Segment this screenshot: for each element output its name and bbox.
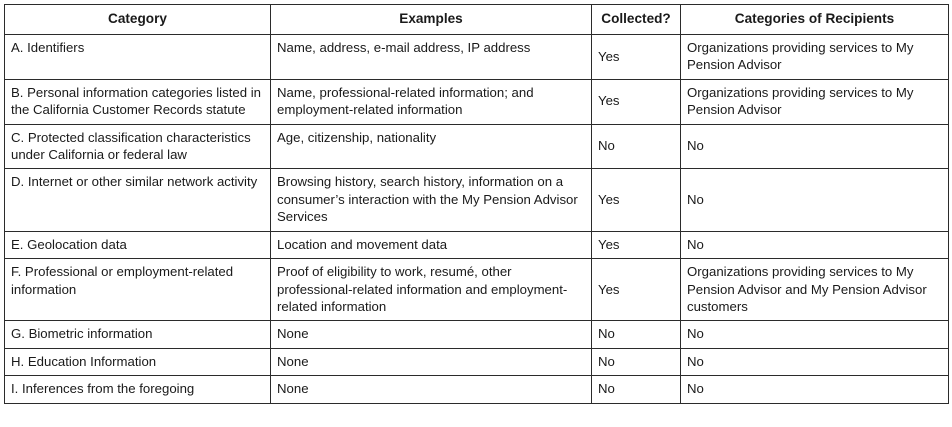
cell-collected: Yes	[592, 259, 681, 321]
column-header-examples: Examples	[271, 5, 592, 35]
cell-collected: Yes	[592, 169, 681, 231]
cell-collected: No	[592, 124, 681, 169]
table-row	[5, 348, 949, 375]
cell-recipients: No	[681, 169, 949, 231]
table-row	[5, 321, 949, 348]
table-body	[5, 34, 949, 403]
cell-recipients: No	[681, 348, 949, 375]
cell-recipients: No	[681, 321, 949, 348]
cell-examples: Browsing history, search history, information on a consumer’s interaction with the My Pension Advisor Services	[271, 169, 592, 231]
cell-examples: Name, professional-related information; and employment-related information	[271, 79, 592, 124]
cell-examples: Proof of eligibility to work, resumé, other professional-related information and employment-related information	[271, 259, 592, 321]
cell-category: A. Identifiers	[5, 34, 271, 79]
table-header	[5, 5, 949, 35]
cell-category: H. Education Information	[5, 348, 271, 375]
table-row	[5, 79, 949, 124]
cell-category: B. Personal information categories listed in the California Customer Records statute	[5, 79, 271, 124]
column-header-category: Category	[5, 5, 271, 35]
cell-category: G. Biometric information	[5, 321, 271, 348]
cell-examples: Age, citizenship, nationality	[271, 124, 592, 169]
cell-category: F. Professional or employment-related information	[5, 259, 271, 321]
cell-examples: Name, address, e-mail address, IP address	[271, 34, 592, 79]
column-header-collected: Collected?	[592, 5, 681, 35]
table-header-row	[5, 5, 949, 35]
table-row	[5, 231, 949, 258]
cell-collected: No	[592, 376, 681, 403]
cell-category: I. Inferences from the foregoing	[5, 376, 271, 403]
cell-collected: No	[592, 348, 681, 375]
cell-collected: Yes	[592, 34, 681, 79]
cell-examples: None	[271, 376, 592, 403]
cell-recipients: No	[681, 376, 949, 403]
table-row	[5, 376, 949, 403]
cell-recipients: Organizations providing services to My Pension Advisor and My Pension Advisor customers	[681, 259, 949, 321]
cell-examples: None	[271, 348, 592, 375]
cell-examples: Location and movement data	[271, 231, 592, 258]
cell-recipients: Organizations providing services to My Pension Advisor	[681, 34, 949, 79]
privacy-table-container	[0, 4, 952, 404]
cell-collected: Yes	[592, 79, 681, 124]
cell-category: D. Internet or other similar network activity	[5, 169, 271, 231]
column-header-recipients: Categories of Recipients	[681, 5, 949, 35]
table-row	[5, 169, 949, 231]
cell-recipients: No	[681, 124, 949, 169]
cell-recipients: No	[681, 231, 949, 258]
cell-examples: None	[271, 321, 592, 348]
cell-category: C. Protected classification characteristics under California or federal law	[5, 124, 271, 169]
cell-collected: Yes	[592, 231, 681, 258]
cell-category: E. Geolocation data	[5, 231, 271, 258]
cell-collected: No	[592, 321, 681, 348]
table-row	[5, 34, 949, 79]
personal-information-categories-table	[4, 4, 949, 404]
cell-recipients: Organizations providing services to My Pension Advisor	[681, 79, 949, 124]
table-row	[5, 259, 949, 321]
table-row	[5, 124, 949, 169]
